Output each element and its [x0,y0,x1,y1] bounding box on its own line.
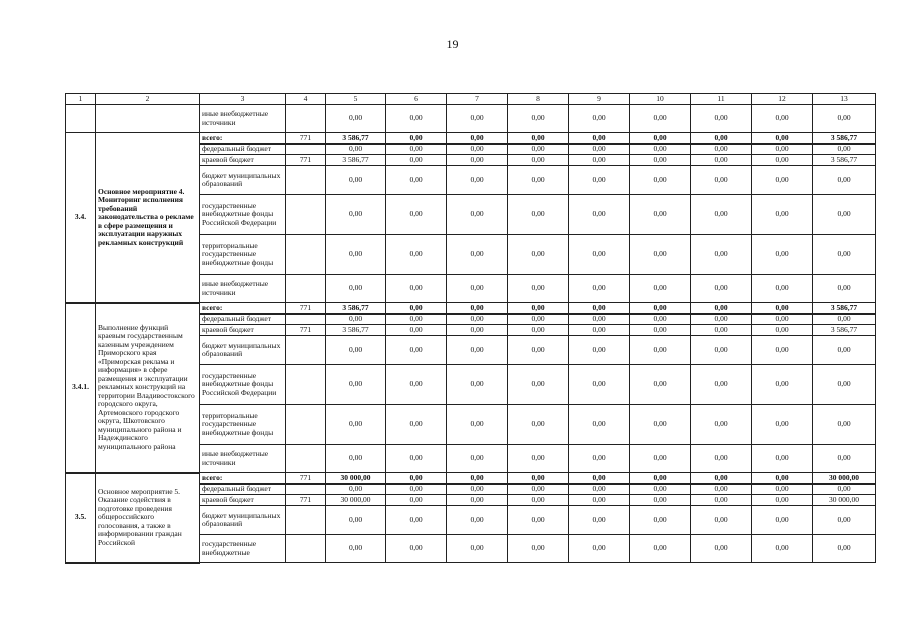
value-cell: 0,00 [447,365,508,405]
value-cell: 0,00 [386,365,447,405]
value-cell: 0,00 [386,325,447,336]
value-cell: 0,00 [569,105,630,133]
value-cell: 0,00 [630,506,691,535]
value-cell: 0,00 [386,195,447,235]
value-cell: 0,00 [752,155,813,166]
value-cell: 0,00 [813,405,876,445]
value-cell: 0,00 [752,144,813,155]
value-cell: 0,00 [508,325,569,336]
page-number: 19 [446,37,459,51]
kbk-cell: 771 [286,473,326,484]
value-cell: 0,00 [813,484,876,495]
value-cell: 0,00 [447,445,508,473]
value-cell: 0,00 [508,484,569,495]
value-cell: 0,00 [630,235,691,275]
funding-source-label: бюджет муниципальных образований [200,336,286,365]
value-cell: 0,00 [691,365,752,405]
funding-source-label: краевой бюджет [200,495,286,506]
header-cell: 4 [286,94,326,105]
value-cell: 0,00 [386,235,447,275]
empty-cell [66,105,96,133]
value-cell: 0,00 [630,473,691,484]
value-cell: 0,00 [691,195,752,235]
table-row [66,105,876,133]
value-cell: 0,00 [326,275,386,303]
table-row [66,473,876,484]
budget-table [65,93,876,564]
funding-source-label: всего: [200,473,286,484]
table-row [66,133,876,144]
kbk-cell: 771 [286,495,326,506]
value-cell: 0,00 [386,405,447,445]
value-cell: 0,00 [569,405,630,445]
value-cell: 0,00 [569,445,630,473]
funding-source-label: всего: [200,133,286,144]
value-cell: 0,00 [813,535,876,563]
value-cell: 0,00 [447,133,508,144]
section-code: 3.5. [66,473,96,563]
value-cell: 0,00 [569,495,630,506]
value-cell: 30 000,00 [813,473,876,484]
value-cell: 0,00 [386,144,447,155]
header-cell: 6 [386,94,447,105]
value-cell: 0,00 [691,473,752,484]
value-cell: 0,00 [326,405,386,445]
kbk-cell: 771 [286,303,326,314]
value-cell: 0,00 [508,445,569,473]
value-cell: 0,00 [569,535,630,563]
value-cell: 30 000,00 [326,473,386,484]
kbk-cell: 771 [286,133,326,144]
value-cell: 0,00 [386,133,447,144]
value-cell: 0,00 [508,506,569,535]
value-cell: 0,00 [386,473,447,484]
funding-source-label: иные внебюджетные источники [200,445,286,473]
value-cell: 0,00 [813,195,876,235]
value-cell: 0,00 [569,325,630,336]
value-cell: 0,00 [752,535,813,563]
value-cell: 0,00 [630,133,691,144]
value-cell: 0,00 [508,495,569,506]
value-cell: 0,00 [752,506,813,535]
funding-source-label: федеральный бюджет [200,484,286,495]
value-cell: 0,00 [326,314,386,325]
value-cell: 0,00 [630,166,691,195]
value-cell: 0,00 [386,275,447,303]
value-cell: 0,00 [447,275,508,303]
kbk-cell [286,314,326,325]
value-cell: 0,00 [326,365,386,405]
value-cell: 0,00 [630,303,691,314]
value-cell: 0,00 [691,506,752,535]
section-code: 3.4.1. [66,303,96,473]
value-cell: 0,00 [326,506,386,535]
value-cell: 0,00 [752,275,813,303]
value-cell: 0,00 [447,495,508,506]
value-cell: 0,00 [691,314,752,325]
value-cell: 0,00 [630,495,691,506]
value-cell: 0,00 [752,166,813,195]
funding-source-label: бюджет муниципальных образований [200,506,286,535]
kbk-cell: 771 [286,155,326,166]
value-cell: 0,00 [326,484,386,495]
value-cell: 0,00 [386,484,447,495]
kbk-cell [286,535,326,563]
funding-source-label: иные внебюджетные источники [200,105,286,133]
funding-source-label: федеральный бюджет [200,314,286,325]
value-cell: 0,00 [386,303,447,314]
value-cell: 0,00 [630,405,691,445]
kbk-cell [286,195,326,235]
value-cell: 0,00 [386,105,447,133]
value-cell: 0,00 [691,495,752,506]
value-cell: 0,00 [447,336,508,365]
value-cell: 0,00 [326,535,386,563]
header-cell: 8 [508,94,569,105]
value-cell: 0,00 [447,166,508,195]
value-cell: 0,00 [752,303,813,314]
value-cell: 0,00 [508,105,569,133]
value-cell: 0,00 [447,195,508,235]
value-cell: 0,00 [386,336,447,365]
header-cell: 11 [691,94,752,105]
value-cell: 0,00 [508,275,569,303]
value-cell: 0,00 [447,473,508,484]
value-cell: 0,00 [569,484,630,495]
value-cell: 0,00 [386,445,447,473]
value-cell: 0,00 [630,484,691,495]
value-cell: 0,00 [630,105,691,133]
value-cell: 0,00 [569,235,630,275]
value-cell: 0,00 [569,275,630,303]
value-cell: 0,00 [630,535,691,563]
value-cell: 0,00 [752,105,813,133]
value-cell: 0,00 [691,303,752,314]
kbk-cell: 771 [286,325,326,336]
funding-source-label: краевой бюджет [200,155,286,166]
value-cell: 0,00 [508,535,569,563]
value-cell: 0,00 [752,133,813,144]
value-cell: 0,00 [447,535,508,563]
value-cell: 0,00 [386,166,447,195]
value-cell: 0,00 [326,235,386,275]
value-cell: 0,00 [752,195,813,235]
value-cell: 0,00 [508,235,569,275]
value-cell: 0,00 [752,484,813,495]
value-cell: 0,00 [326,166,386,195]
kbk-cell [286,235,326,275]
value-cell: 3 586,77 [326,155,386,166]
value-cell: 0,00 [630,275,691,303]
value-cell: 0,00 [691,166,752,195]
value-cell: 0,00 [752,336,813,365]
value-cell: 0,00 [569,365,630,405]
header-cell: 2 [96,94,200,105]
value-cell: 0,00 [326,144,386,155]
value-cell: 0,00 [569,133,630,144]
value-cell: 0,00 [447,303,508,314]
value-cell: 0,00 [813,365,876,405]
funding-source-label: краевой бюджет [200,325,286,336]
kbk-cell [286,166,326,195]
value-cell: 0,00 [508,405,569,445]
value-cell: 0,00 [508,303,569,314]
value-cell: 0,00 [691,405,752,445]
value-cell: 0,00 [691,445,752,473]
value-cell: 0,00 [386,535,447,563]
value-cell: 0,00 [386,314,447,325]
value-cell: 0,00 [326,336,386,365]
value-cell: 0,00 [508,336,569,365]
kbk-cell [286,336,326,365]
value-cell: 0,00 [508,133,569,144]
kbk-cell [286,445,326,473]
kbk-cell [286,365,326,405]
section-name: Основное мероприятие 5. Оказание содействия в подготовке проведения общероссийского голосования, а также в информировании граждан Российской [96,473,200,563]
value-cell: 0,00 [630,195,691,235]
value-cell: 0,00 [508,144,569,155]
kbk-cell [286,275,326,303]
value-cell: 0,00 [447,325,508,336]
value-cell: 0,00 [752,405,813,445]
header-cell: 9 [569,94,630,105]
value-cell: 0,00 [813,166,876,195]
funding-source-label: территориальные государственные внебюджетные фонды [200,235,286,275]
value-cell: 0,00 [813,445,876,473]
value-cell: 3 586,77 [813,303,876,314]
header-cell: 5 [326,94,386,105]
funding-source-label: бюджет муниципальных образований [200,166,286,195]
value-cell: 0,00 [569,336,630,365]
value-cell: 0,00 [569,166,630,195]
value-cell: 0,00 [813,506,876,535]
value-cell: 0,00 [630,155,691,166]
value-cell: 0,00 [691,155,752,166]
value-cell: 0,00 [752,495,813,506]
value-cell: 0,00 [691,144,752,155]
value-cell: 0,00 [813,144,876,155]
value-cell: 3 586,77 [326,303,386,314]
value-cell: 0,00 [447,105,508,133]
value-cell: 0,00 [508,195,569,235]
funding-source-label: государственные внебюджетные фонды Российской Федерации [200,195,286,235]
header-cell: 13 [813,94,876,105]
value-cell: 0,00 [813,336,876,365]
section-code: 3.4. [66,133,96,303]
value-cell: 0,00 [569,506,630,535]
value-cell: 30 000,00 [326,495,386,506]
header-cell: 10 [630,94,691,105]
value-cell: 3 586,77 [813,325,876,336]
value-cell: 0,00 [691,235,752,275]
value-cell: 0,00 [691,275,752,303]
value-cell: 0,00 [447,144,508,155]
value-cell: 0,00 [447,314,508,325]
kbk-cell [286,144,326,155]
kbk-cell [286,484,326,495]
value-cell: 0,00 [630,365,691,405]
value-cell: 0,00 [752,235,813,275]
value-cell: 0,00 [386,495,447,506]
value-cell: 0,00 [691,535,752,563]
value-cell: 0,00 [447,405,508,445]
value-cell: 0,00 [752,325,813,336]
funding-source-label: федеральный бюджет [200,144,286,155]
value-cell: 0,00 [691,336,752,365]
value-cell: 0,00 [569,314,630,325]
table-row [66,303,876,314]
value-cell: 0,00 [569,303,630,314]
value-cell: 0,00 [569,144,630,155]
value-cell: 0,00 [447,235,508,275]
value-cell: 3 586,77 [813,133,876,144]
section-name: Выполнение функций краевым государственным казенным учреждением Приморского края «Приморская реклама и информация» в сфере размещения и эксплуатации рекламных конструкций на территории Владивостокского городского округа, Артемовского городского округа, Шкотовского муниципального района и Надеждинского муниципального района [96,303,200,473]
value-cell: 0,00 [691,133,752,144]
value-cell: 0,00 [569,155,630,166]
value-cell: 0,00 [813,105,876,133]
header-cell: 1 [66,94,96,105]
value-cell: 0,00 [386,155,447,166]
value-cell: 0,00 [630,445,691,473]
value-cell: 0,00 [691,484,752,495]
value-cell: 0,00 [752,365,813,405]
header-cell: 7 [447,94,508,105]
value-cell: 0,00 [752,473,813,484]
value-cell: 3 586,77 [813,155,876,166]
kbk-cell [286,506,326,535]
value-cell: 0,00 [630,314,691,325]
value-cell: 0,00 [326,105,386,133]
value-cell: 0,00 [691,325,752,336]
value-cell: 0,00 [813,314,876,325]
header-row [66,94,876,105]
value-cell: 0,00 [508,166,569,195]
value-cell: 0,00 [691,105,752,133]
empty-cell [96,105,200,133]
value-cell: 0,00 [326,195,386,235]
value-cell: 0,00 [630,325,691,336]
value-cell: 0,00 [508,365,569,405]
value-cell: 0,00 [508,155,569,166]
value-cell: 0,00 [752,445,813,473]
header-cell: 3 [200,94,286,105]
value-cell: 0,00 [508,314,569,325]
value-cell: 0,00 [508,473,569,484]
value-cell: 30 000,00 [813,495,876,506]
value-cell: 0,00 [386,506,447,535]
funding-source-label: территориальные государственные внебюджетные фонды [200,405,286,445]
value-cell: 0,00 [752,314,813,325]
value-cell: 0,00 [813,235,876,275]
header-cell: 12 [752,94,813,105]
funding-source-label: государственные внебюджетные фонды Российской Федерации [200,365,286,405]
value-cell: 0,00 [326,445,386,473]
funding-source-label: иные внебюджетные источники [200,275,286,303]
value-cell: 0,00 [569,195,630,235]
value-cell: 0,00 [447,484,508,495]
value-cell: 0,00 [630,144,691,155]
value-cell: 0,00 [447,155,508,166]
kbk-cell [286,405,326,445]
funding-source-label: всего: [200,303,286,314]
value-cell: 0,00 [630,336,691,365]
value-cell: 0,00 [569,473,630,484]
value-cell: 3 586,77 [326,325,386,336]
value-cell: 0,00 [813,275,876,303]
section-name: Основное мероприятие 4. Мониторинг исполнения требований законодательства о рекламе в сфере размещения и эксплуатации наружных рекламных конструкций [96,133,200,303]
kbk-cell [286,105,326,133]
value-cell: 0,00 [447,506,508,535]
value-cell: 3 586,77 [326,133,386,144]
funding-source-label: государственные внебюджетные [200,535,286,563]
